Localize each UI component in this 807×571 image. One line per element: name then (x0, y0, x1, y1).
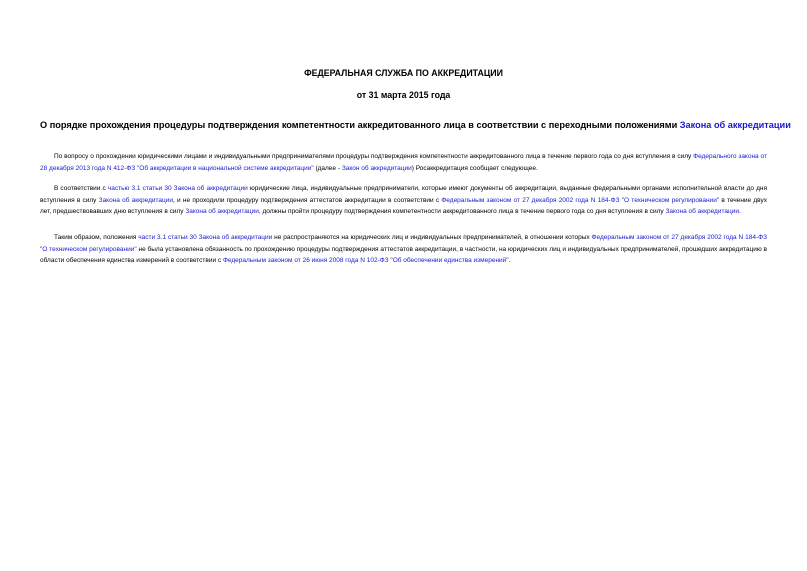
p2-link-accreditation-law-2[interactable]: Закона об аккредитации (185, 208, 259, 215)
p2-text-5: , должны пройти процедуру подтверждения компетентности аккредитованного лица в течение первого года со дня вступления в силу (258, 208, 666, 215)
p3-text-2: не распространяются на юридических лиц и индивидуальных предпринимателей, в отношении которых (272, 234, 592, 241)
p2-link-federal-law-184[interactable]: Федеральным законом от 27 декабря 2002 года N 184-ФЗ "О техническом регулировании" (441, 196, 720, 204)
p2-link-accreditation-law-1[interactable]: Закона об аккредитации (98, 196, 174, 204)
p3-link-part-3-1[interactable]: части 3.1 статьи 30 Закона об аккредитации (138, 234, 273, 241)
title-law-link[interactable]: Закона об аккредитации (679, 120, 791, 130)
p2-text-2: юридические лица, индивидуальные предприниматели, которые имеют документы об аккредитации, выданные федеральными органами исполнительной власти до дня вступления в силу (40, 185, 767, 204)
p3-text-3: не была установлена обязанность по прохождению процедуры подтверждения аттестатов аккредитации, в частности, на юридических лиц и индивидуальных предпринимателей, прошедших аккредитацию в области обеспечения единства измерений в соответствии с (40, 245, 767, 264)
p1-text-1: По вопросу о прохождении юридическими лицами и индивидуальными предпринимателями процедуры подтверждения компетентности аккредитованного лица в течение первого года со дня вступления в силу (54, 153, 694, 160)
p1-link-accreditation-law[interactable]: Закон об аккредитации (341, 164, 412, 172)
p3-link-federal-law-102[interactable]: Федеральным законом от 26 июня 2008 года N 102-ФЗ "Об обеспечении единства измерений" (222, 257, 509, 264)
paragraph-3 (40, 232, 767, 267)
p1-text-3: ) Росаккредитация сообщает следующее. (411, 164, 538, 172)
document-title (40, 120, 791, 130)
document-title-text: О порядке прохождения процедуры подтверждения компетентности аккредитованного лица в соответствии с переходными положениями (40, 120, 680, 130)
p2-link-accreditation-law-3[interactable]: Закона об аккредитации (665, 208, 739, 215)
p1-link-federal-law-412[interactable]: Федерального закона от 28 декабря 2013 года N 412-ФЗ "Об аккредитации в национальной системе аккредитации" (40, 153, 768, 172)
p3-text-1: Таким образом, положения (54, 234, 139, 241)
paragraph-2 (40, 183, 767, 218)
paragraph-1 (40, 151, 767, 174)
p2-text-4: в течение двух лет, предшествовавших дню вступления в силу (40, 196, 767, 215)
p2-text-6: . (738, 208, 741, 215)
p2-text-1: В соответствии с (54, 185, 108, 192)
organization-heading: ФЕДЕРАЛЬНАЯ СЛУЖБА ПО АККРЕДИТАЦИИ (304, 68, 503, 78)
p3-link-federal-law-184[interactable]: Федеральным законом от 27 декабря 2002 года N 184-ФЗ "О техническом регулировании" (40, 234, 768, 253)
p2-link-part-3-1[interactable]: частью 3.1 статьи 30 Закона об аккредитации (107, 185, 248, 192)
p2-text-3: , и не проходили процедуру подтверждения аттестатов аккредитации в соответствии с (173, 196, 442, 204)
p1-text-2: (далее - (313, 164, 342, 172)
p3-text-4: . (508, 257, 511, 264)
document-date: от 31 марта 2015 года (356, 90, 451, 100)
